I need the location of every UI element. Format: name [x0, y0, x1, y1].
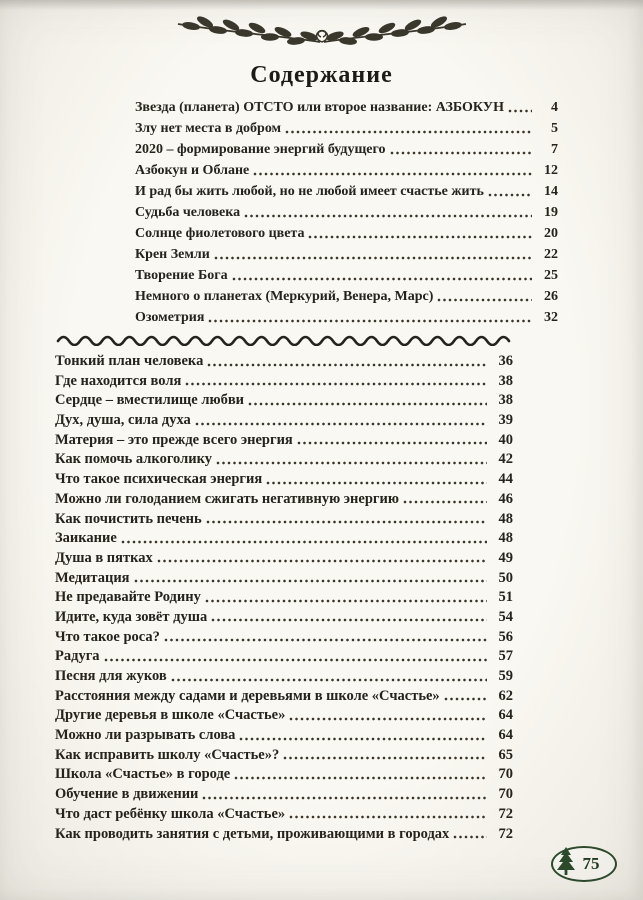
dot-leader — [437, 298, 532, 302]
toc-entry-title: Можно ли разрывать слова — [55, 727, 236, 744]
dot-leader — [208, 319, 532, 323]
toc-entry — [55, 472, 513, 487]
toc-entry-title: Как проводить занятия с детьми, проживающими в городах — [55, 825, 450, 842]
toc-entry-page: 49 — [498, 549, 513, 566]
dot-leader — [205, 599, 487, 603]
toc-entry-page: 50 — [498, 569, 513, 586]
toc-entry-title: Песня для жуков — [55, 668, 167, 684]
toc-entry-title: Солнце фиолетового цвета — [135, 226, 305, 241]
toc-entry-title: Крен Земли — [135, 247, 210, 262]
toc-entry — [55, 767, 513, 782]
toc-entry — [135, 164, 558, 178]
toc-entry-title: Медитация — [55, 569, 130, 586]
dot-leader — [157, 559, 487, 563]
toc-entry-title: Сердце – вместилище любви — [55, 392, 245, 409]
toc-entry-page: 70 — [498, 786, 513, 803]
dot-leader — [104, 658, 487, 662]
toc-entry-page: 25 — [544, 268, 558, 283]
toc-entry-title: Школа «Счастье» в городе — [55, 766, 231, 783]
dot-leader — [239, 737, 487, 741]
dot-leader — [244, 214, 532, 218]
toc-entry-page: 7 — [551, 142, 558, 157]
toc-entry-title: Звезда (планета) ОТСТО или второе название: АЗБОКУН — [135, 100, 504, 115]
toc-entry — [55, 551, 513, 566]
dot-leader — [283, 756, 487, 760]
toc-entry-title: Озометрия — [135, 310, 205, 325]
toc-entry-page: 14 — [544, 184, 558, 199]
dot-leader — [248, 402, 487, 406]
toc-entry — [55, 610, 513, 625]
toc-entry-title: Злу нет места в добром — [135, 121, 282, 136]
dot-leader — [185, 382, 487, 386]
toc-entry-page: 40 — [498, 431, 513, 448]
toc-entry-title: Где находится воля — [55, 372, 182, 389]
toc-entry-title: Душа в пятках — [55, 549, 153, 566]
dot-leader — [508, 109, 532, 113]
dot-leader — [403, 500, 487, 504]
toc-entry-title: Как помочь алкоголику — [55, 451, 213, 468]
toc-entry-title: Как исправить школу «Счастье»? — [55, 746, 280, 763]
toc-entry-title: Идите, куда зовёт душа — [55, 608, 208, 625]
toc-entry-page: 46 — [498, 490, 513, 507]
toc-entry — [135, 122, 558, 136]
toc-entry-title: Материя – это прежде всего энергия — [55, 431, 293, 448]
toc-entry — [55, 531, 513, 546]
dot-leader — [207, 363, 487, 367]
dot-leader — [232, 277, 532, 281]
toc-entry-title: Что такое психическая энергия — [55, 471, 263, 488]
toc-entry-page: 64 — [498, 727, 513, 744]
toc-entry-title: Радуга — [55, 648, 100, 665]
toc-entry-title: Азбокун и Облане — [135, 163, 250, 178]
toc-entry-page: 42 — [498, 451, 513, 468]
toc-entry — [55, 374, 513, 389]
dot-leader — [253, 172, 532, 176]
toc-content — [55, 101, 558, 841]
toc-entry — [55, 433, 513, 448]
toc-entry — [135, 269, 558, 283]
toc-entry — [55, 748, 513, 763]
toc-entry — [135, 101, 558, 115]
dot-leader — [211, 618, 487, 622]
toc-entry-title: 2020 – формирование энергий будущего — [135, 142, 386, 157]
toc-entry-page: 38 — [498, 372, 513, 389]
toc-section-1 — [135, 101, 558, 325]
fir-tree-icon — [556, 846, 576, 876]
toc-entry — [135, 248, 558, 262]
toc-entry-title: Что такое роса? — [55, 628, 160, 645]
toc-entry-title: Можно ли голоданием сжигать негативную энергию — [55, 490, 399, 507]
toc-entry — [135, 206, 558, 220]
toc-entry-title: Немного о планетах (Меркурий, Венера, Марс) — [135, 289, 434, 304]
page-title: Содержание — [250, 62, 393, 88]
dot-leader — [297, 441, 487, 445]
dot-leader — [285, 130, 532, 134]
toc-entry-page: 48 — [498, 510, 513, 527]
dot-leader — [289, 815, 487, 819]
toc-entry — [55, 827, 513, 842]
toc-entry — [55, 708, 513, 723]
dot-leader — [488, 193, 532, 197]
toc-entry — [55, 354, 513, 369]
toc-entry-title: Расстояния между садами и деревьями в школе «Счастье» — [55, 687, 440, 704]
toc-entry — [55, 393, 513, 408]
toc-entry-page: 36 — [498, 353, 513, 369]
toc-entry — [135, 311, 558, 325]
toc-entry — [135, 143, 558, 157]
toc-entry-page: 54 — [498, 608, 513, 625]
dot-leader — [202, 796, 487, 800]
toc-entry — [135, 290, 558, 304]
toc-entry-page: 64 — [498, 707, 513, 724]
dot-leader — [289, 717, 487, 721]
toc-entry-title: Не предавайте Родину — [55, 589, 201, 606]
toc-entry-page: 4 — [551, 100, 558, 115]
toc-entry — [55, 630, 513, 645]
dot-leader — [234, 776, 487, 780]
toc-entry-page: 57 — [498, 648, 513, 665]
toc-entry-page: 56 — [498, 628, 513, 645]
leaf-flourish-icon — [167, 14, 477, 58]
toc-entry-title: Дух, душа, сила духа — [55, 412, 191, 429]
toc-entry-title: Тонкий план человека — [55, 353, 204, 369]
toc-entry — [55, 590, 513, 605]
dot-leader — [121, 540, 487, 544]
dot-leader — [216, 461, 487, 465]
toc-entry-page: 32 — [544, 310, 558, 325]
toc-entry-title: Обучение в движении — [55, 786, 199, 803]
toc-entry-title: Что даст ребёнку школа «Счастье» — [55, 805, 286, 822]
page-number: 75 — [582, 854, 600, 873]
dot-leader — [453, 835, 487, 839]
toc-entry-title: Судьба человека — [135, 205, 241, 220]
toc-entry-page: 59 — [498, 668, 513, 684]
toc-entry — [55, 452, 513, 467]
toc-entry-page: 48 — [498, 530, 513, 547]
toc-entry-page: 19 — [544, 205, 558, 220]
dot-leader — [308, 235, 532, 239]
toc-entry-page: 20 — [544, 226, 558, 241]
dot-leader — [444, 697, 487, 701]
toc-entry-page: 72 — [498, 805, 513, 822]
toc-entry-page: 5 — [551, 121, 558, 136]
toc-entry-page: 70 — [498, 766, 513, 783]
toc-entry-page: 72 — [498, 825, 513, 842]
toc-entry — [55, 649, 513, 664]
toc-entry — [55, 728, 513, 743]
toc-entry-title: Как почистить печень — [55, 510, 202, 527]
toc-entry-title: Другие деревья в школе «Счастье» — [55, 707, 286, 724]
toc-entry — [55, 571, 513, 586]
toc-section-2 — [55, 354, 513, 841]
toc-entry — [55, 689, 513, 704]
toc-entry-page: 65 — [498, 746, 513, 763]
dot-leader — [214, 256, 532, 260]
toc-entry — [55, 669, 513, 684]
dot-leader — [195, 422, 487, 426]
toc-entry — [55, 787, 513, 802]
toc-entry-title: Творение Бога — [135, 268, 228, 283]
dot-leader — [134, 579, 487, 583]
page-number-oval — [551, 846, 617, 882]
toc-entry-title: И рад бы жить любой, но не любой имеет счастье жить — [135, 184, 484, 199]
dot-leader — [390, 151, 532, 155]
dot-leader — [164, 638, 487, 642]
toc-entry-page: 38 — [498, 392, 513, 409]
toc-entry-page: 62 — [498, 687, 513, 704]
toc-entry-page: 44 — [498, 471, 513, 488]
dot-leader — [171, 678, 487, 682]
toc-entry-page: 26 — [544, 289, 558, 304]
toc-entry-title: Заикание — [55, 530, 117, 547]
toc-entry — [135, 227, 558, 241]
toc-entry-page: 22 — [544, 247, 558, 262]
toc-entry — [55, 413, 513, 428]
page-number-badge — [551, 846, 617, 882]
dot-leader — [206, 520, 487, 524]
toc-entry — [55, 807, 513, 822]
toc-entry-page: 12 — [544, 163, 558, 178]
toc-entry-page: 51 — [498, 589, 513, 606]
dot-leader — [266, 481, 487, 485]
wavy-divider-icon — [55, 332, 513, 346]
toc-entry — [55, 492, 513, 507]
toc-entry — [55, 512, 513, 527]
toc-entry — [135, 185, 558, 199]
toc-entry-page: 39 — [498, 412, 513, 429]
